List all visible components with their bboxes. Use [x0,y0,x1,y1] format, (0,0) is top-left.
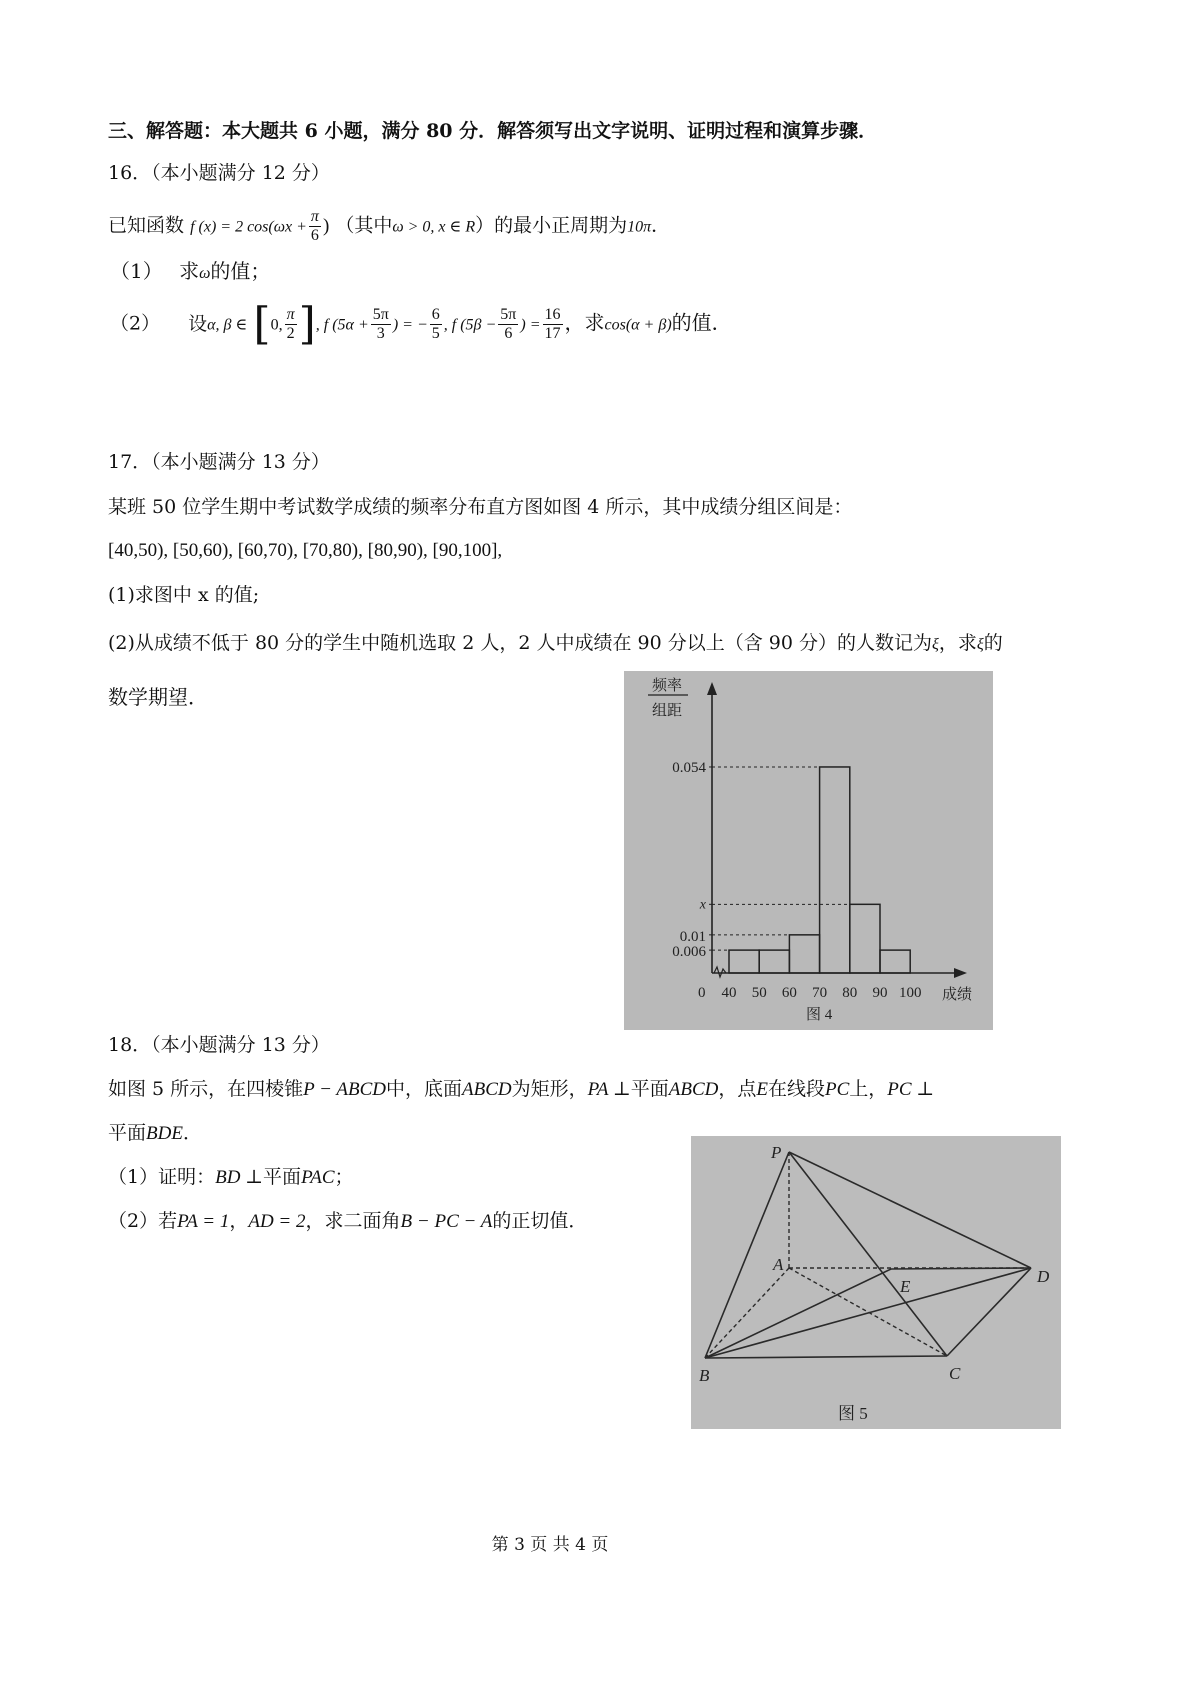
q18-t8: 平面 [108,1122,147,1144]
histogram-bar [789,935,819,973]
histogram-figure [624,671,993,1030]
q16-part1-b: 的值； [210,259,271,283]
q18-p2c: ，求二面角 [305,1210,401,1232]
q16-period: 10π [627,218,652,236]
q18-t6: 在线段 [767,1078,825,1100]
q18-line2 [108,1120,202,1147]
histogram-bar [820,767,850,973]
q16-part2-a: 设 [188,312,208,335]
q18-abcd: ABCD [462,1079,512,1100]
q16-frac-pi6 [309,208,321,245]
x-axis-label: 成绩 [942,987,973,1003]
q16-part1-label: （1） [110,259,163,283]
q18-p2d: 的正切值． [492,1210,588,1232]
frac-num: π [310,208,319,225]
q17-part1: (1)求图中 x 的值; [108,584,260,606]
q18-p1c: ； [334,1166,354,1188]
q18-t4: 平面 [630,1078,669,1100]
figure5-caption: 图 5 [838,1404,868,1423]
q18-point-e: E [756,1079,768,1100]
label-c: C [949,1364,961,1383]
q18-line1 [108,1076,934,1103]
q16-cos-expr: cos(α + β) [604,316,672,334]
edge-cd [947,1268,1031,1356]
q17-part2-c: 的 [983,632,1003,654]
q18-dihedral: B − PC − A [400,1211,493,1232]
frac-den: 6 [310,227,319,244]
q18-pc-perp: PC ⊥ [887,1079,935,1100]
frac-num: 5π [500,306,517,323]
q18-bd-perp: BD ⊥ [215,1167,264,1188]
q18-pyramid: P − ABCD [303,1079,387,1100]
frac-num: 6 [431,306,440,323]
q16-part2-label: （2） [110,312,161,335]
histogram-bar [850,904,880,973]
q17-xi: ξ [976,636,984,653]
edge-bc [705,1356,947,1358]
x-axis-arrow [954,968,967,978]
interval-frac [285,306,297,343]
label-b: B [699,1366,710,1385]
q16-intro-c: ）的最小正周期为 [475,214,628,237]
edge-ab [705,1268,789,1358]
q18-t7: 上， [849,1078,888,1100]
q18-header: 18．（本小题满分 13 分） [108,1034,330,1056]
q16-part1 [110,258,270,287]
cond1-a: , f (5α + [315,316,369,334]
histogram-bar [759,950,789,973]
q17-header: 17．（本小题满分 13 分） [108,451,330,473]
q17-part2-b: ，求 [938,632,977,654]
q18-pa-eq: PA = 1 [177,1211,230,1232]
cond2-rfrac [543,306,563,343]
frac-den: 17 [544,325,561,342]
bracket-left: [ [253,298,271,350]
interval-left: 0, [270,316,283,334]
edge-be [705,1269,891,1358]
x-origin-label: 0 [698,985,706,1001]
q18-pa-perp: PA ⊥ [587,1079,631,1100]
edge-bd [705,1268,1031,1358]
x-tick-label: 50 [751,985,767,1001]
frac-num: 5π [372,306,389,323]
cond2-a: , f (5β − [443,316,497,334]
x-tick-label: 70 [812,985,828,1001]
label-a: A [773,1255,784,1274]
q18-abcd2: ABCD [668,1079,719,1100]
pyramid-figure [691,1136,1061,1429]
cond2-frac [498,306,518,343]
q16-header: 16．（本小题满分 12 分） [108,162,330,184]
cond2-b: ) = [520,316,541,334]
histogram-chart [624,671,993,1030]
q16-paren: ) [322,215,330,237]
section-heading: 三、解答题：本大题共 6 小题，满分 80 分．解答须写出文字说明、证明过程和演算步骤． [108,120,878,142]
x-tick-label: 60 [781,985,797,1001]
histogram-bar [880,950,910,973]
q18-t1: 如图 5 所示，在四棱锥 [108,1078,304,1100]
edge-pd [789,1152,1031,1268]
frac-den: 3 [376,325,385,342]
q16-statement [108,208,670,245]
q18-p1b: 平面 [263,1166,302,1188]
q18-bde: BDE [146,1123,183,1144]
q17-intervals: [40,50), [50,60), [60,70), [70,80), [80,90), [90,100], [108,540,503,561]
y-tick-label: 0.01 [679,928,706,945]
histogram-bar [729,950,759,973]
q16-func: f (x) = 2 cos(ωx + [190,218,307,236]
q18-part1 [108,1164,354,1191]
q18-t9: ． [182,1122,202,1144]
q18-ad-eq: AD = 2 [248,1211,306,1232]
pyramid-diagram [691,1136,1061,1429]
q16-part2-b: ，求 [564,310,605,335]
edge-ac [789,1268,947,1356]
q16-alpha-beta: α, β ∈ [207,316,248,334]
q18-pc: PC [824,1079,850,1100]
bracket-right: ] [298,298,316,350]
q16-part2 [110,298,732,350]
q16-part1-a: 求 [179,259,200,283]
frac-num: π [286,306,295,323]
q16-intro-end: ． [651,214,671,237]
q18-p2a: （2）若 [108,1210,178,1232]
frac-den: 6 [504,325,513,342]
q17-part2-cont: 数学期望． [108,685,208,709]
y-tick-label: 0.054 [672,759,706,776]
q18-t2: 中，底面 [386,1078,463,1100]
figure4-caption: 图 4 [806,1007,833,1023]
frac-den: 5 [431,325,440,342]
frac-den: 2 [286,325,295,342]
q16-intro-a: 已知函数 [108,214,185,237]
edge-pc [789,1152,947,1356]
cond1-b: ) = − [392,316,428,334]
y-axis-arrow [707,682,717,695]
y-tick-label: 0.006 [672,944,706,961]
axis-break [714,967,726,977]
q18-p2b: ， [229,1210,249,1232]
q18-pac: PAC [301,1167,335,1188]
q16-part2-c: 的值． [671,310,732,335]
q16-intro-b: （其中 [335,214,393,237]
x-tick-label: 40 [721,985,737,1001]
q17-xi: ξ [931,636,939,653]
q17-line1: 某班 50 位学生期中考试数学成绩的频率分布直方图如图 4 所示，其中成绩分组区间是： [108,496,853,518]
cond1-rfrac [430,306,442,343]
q16-omega: ω [199,265,211,282]
label-d: D [1037,1267,1050,1286]
page-footer: 第 3 页 共 4 页 [491,1535,609,1555]
y-axis-label-bottom: 组距 [652,703,683,719]
q18-p1a: （1）证明： [108,1166,216,1188]
y-axis-label-top: 频率 [652,678,683,694]
q18-part2 [108,1208,587,1235]
label-p: P [771,1143,782,1162]
q18-t3: 为矩形， [511,1078,588,1100]
q17-part2-a: (2)从成绩不低于 80 分的学生中随机选取 2 人，2 人中成绩在 90 分以上（含 90 分）的人数记为 [108,632,932,654]
label-e: E [900,1277,911,1296]
x-tick-label: 80 [842,985,858,1001]
q16-cond: ω > 0, x ∈ R [392,218,476,236]
x-tick-label: 100 [898,985,922,1001]
x-tick-label: 90 [872,985,888,1001]
frac-num: 16 [544,306,561,323]
cond1-frac [371,306,391,343]
q18-t5: ，点 [718,1078,757,1100]
y-tick-label: x [699,897,706,913]
q17-part2 [108,630,1003,658]
